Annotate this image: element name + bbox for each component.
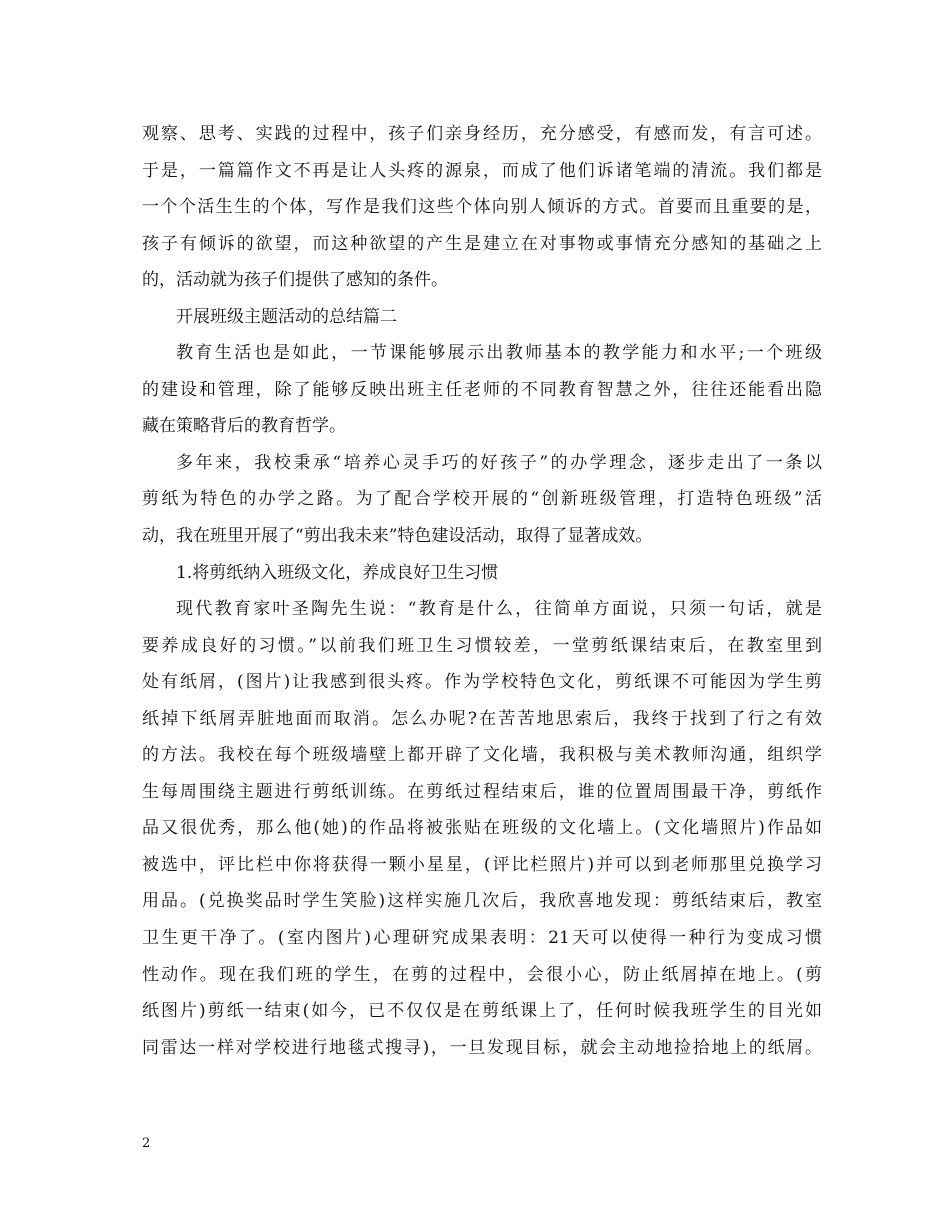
text-line: 生每周围绕主题进行剪纸训练。在剪纸过程结束后，谁的位置周围最干净，剪纸作 (142, 781, 822, 802)
text-line: 1.将剪纸纳入班级文化，养成良好卫生习惯 (176, 562, 499, 583)
page-number: 2 (142, 1136, 151, 1151)
text-line: 动，我在班里开展了“剪出我未来”特色建设活动，取得了显著成效。 (142, 526, 653, 547)
text-line: 现代教育家叶圣陶先生说：“教育是什么，往简单方面说，只须一句话，就是 (176, 599, 822, 620)
text-line: 纸图片)剪纸一结束(如今，已不仅仅是在剪纸课上了，任何时候我班学生的目光如 (142, 1001, 822, 1022)
text-line: 用品。(兑换奖品时学生笑脸)这样实施几次后，我欣喜地发现：剪纸结束后，教室 (142, 891, 822, 912)
text-line: 孩子有倾诉的欲望，而这种欲望的产生是建立在对事物或事情充分感知的基础之上 (142, 233, 822, 254)
text-line: 纸掉下纸屑弄脏地面而取消。怎么办呢?在苦苦地思索后，我终于找到了行之有效 (142, 708, 822, 729)
text-line: 的，活动就为孩子们提供了感知的条件。 (142, 270, 448, 291)
text-line: 藏在策略背后的教育哲学。 (142, 416, 346, 437)
text-line: 观察、思考、实践的过程中，孩子们亲身经历，充分感受，有感而发，有言可述。 (142, 124, 822, 144)
text-line: 处有纸屑，(图片)让我感到很头疼。作为学校特色文化，剪纸课不可能因为学生剪 (142, 672, 822, 693)
text-line: 被选中，评比栏中你将获得一颗小星星，(评比栏照片)并可以到老师那里兑换学习 (142, 854, 822, 875)
text-line: 品又很优秀，那么他(她)的作品将被张贴在班级的文化墙上。(文化墙照片)作品如 (142, 818, 822, 839)
text-line: 同雷达一样对学校进行地毯式搜寻)，一旦发现目标，就会主动地捡拾地上的纸屑。 (142, 1037, 822, 1058)
text-line: 要养成良好的习惯。”以前我们班卫生习惯较差，一堂剪纸课结束后，在教室里到 (142, 635, 822, 656)
text-line: 多年来，我校秉承“培养心灵手巧的好孩子”的办学理念，逐步走出了一条以 (176, 452, 822, 473)
text-line: 开展班级主题活动的总结篇二 (176, 306, 397, 327)
text-line: 剪纸为特色的办学之路。为了配合学校开展的“创新班级管理，打造特色班级”活 (142, 489, 822, 510)
text-line: 教育生活也是如此，一节课能够展示出教师基本的教学能力和水平;一个班级 (176, 343, 822, 364)
body-text (142, 116, 822, 1066)
text-line: 于是，一篇篇作文不再是让人头疼的源泉，而成了他们诉诸笔端的清流。我们都是 (142, 160, 822, 181)
text-line: 性动作。现在我们班的学生，在剪的过程中，会很小心，防止纸屑掉在地上。(剪 (142, 964, 822, 985)
text-line: 的建设和管理，除了能够反映出班主任老师的不同教育智慧之外，往往还能看出隐 (142, 379, 822, 400)
text-line: 的方法。我校在每个班级墙壁上都开辟了文化墙，我积极与美术教师沟通，组织学 (142, 745, 822, 766)
text-line: 卫生更干净了。(室内图片)心理研究成果表明：21天可以使得一种行为变成习惯 (142, 928, 822, 949)
text-line: 一个个活生生的个体，写作是我们这些个体向别人倾诉的方式。首要而且重要的是， (142, 197, 822, 218)
